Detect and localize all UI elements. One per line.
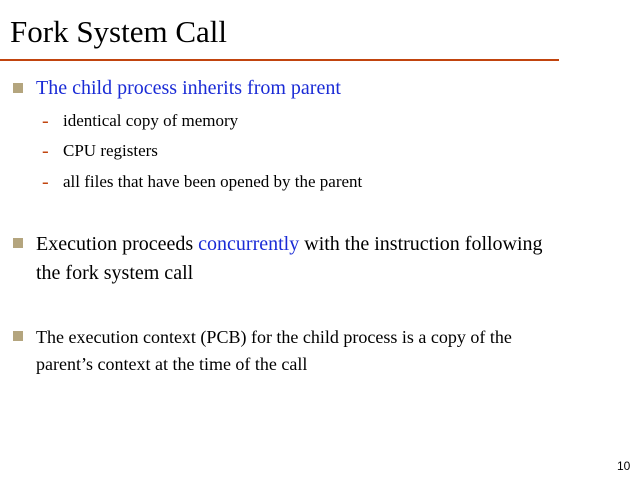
bullet-1-text: The child process inherits from parent <box>36 77 341 99</box>
bullet-3-line-2: parent’s context at the time of the call <box>36 354 308 374</box>
slide-title: Fork System Call <box>10 14 228 49</box>
square-bullet-icon <box>13 83 23 93</box>
title-underline <box>0 59 559 61</box>
square-bullet-icon <box>13 238 23 248</box>
bullet-2-text-start: Execution proceeds <box>36 233 199 255</box>
bullet-2-line-2: the fork system call <box>36 262 194 284</box>
sub-item-open-files: all files that have been opened by the parent <box>63 172 363 191</box>
sub-item-registers: CPU registers <box>63 141 158 160</box>
dash-bullet-icon: - <box>42 110 49 132</box>
square-bullet-icon <box>13 331 23 341</box>
bullet-2-line-1 <box>36 230 543 258</box>
sub-item-memory: identical copy of memory <box>63 111 239 130</box>
page-number: 10 <box>617 459 631 473</box>
concurrently-highlight: concurrently <box>198 233 300 255</box>
dash-bullet-icon: - <box>42 140 49 162</box>
dash-bullet-icon: - <box>42 171 49 193</box>
bullet-2-text-end: with the instruction following <box>299 233 543 255</box>
bullet-3-line-1: The execution context (PCB) for the child process is a copy of the <box>36 327 512 347</box>
